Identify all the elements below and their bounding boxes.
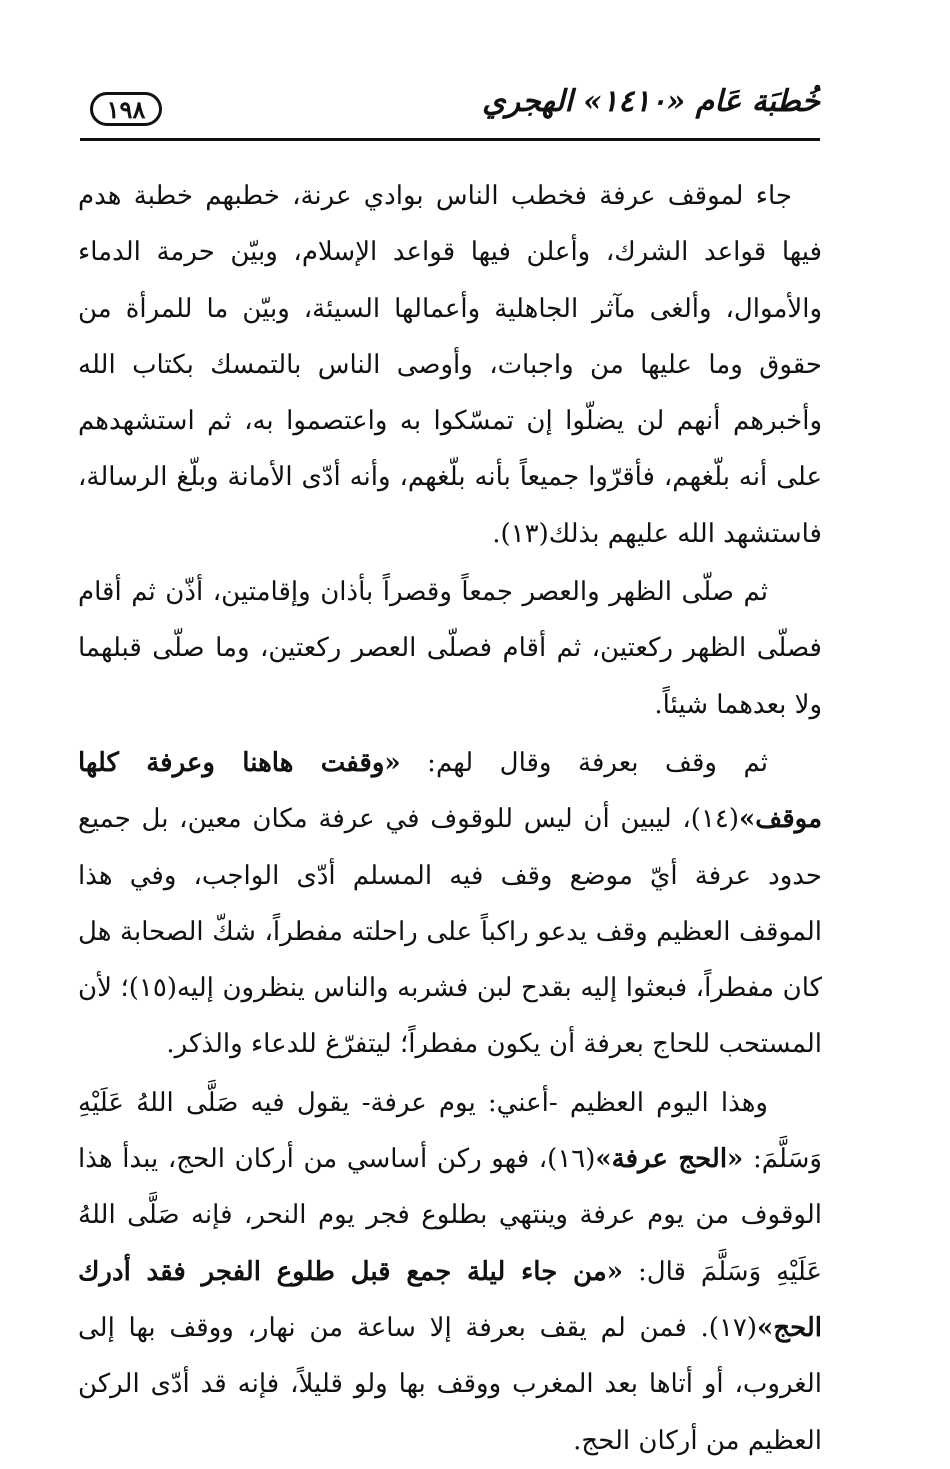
hadith-quote: «من جاء ليلة جمع قبل طلوع الفجر فقد أدرك الحج» bbox=[78, 1256, 822, 1343]
paragraph-2: ثم صلّى الظهر والعصر جمعاً وقصراً بأذان وإقامتين، أذّن ثم أقام فصلّى الظهر ركعتين، ثم أقام فصلّى العصر ركعتين، وما صلّى قبلهما ولا بعدهما شيئاً. bbox=[78, 577, 822, 720]
hadith-quote: «وقفت هاهنا وعرفة كلها موقف» bbox=[78, 747, 822, 835]
paragraph-4-lead: وهذا اليوم العظيم -أعني: يوم عرفة- يقول فيه صَلَّى اللهُ عَلَيْهِ وَسَلَّمَ: bbox=[78, 1087, 822, 1175]
paragraph-1: جاء لموقف عرفة فخطب الناس بوادي عرنة، خطبهم خطبة هدم فيها قواعد الشرك، وأعلن فيها قواعد الإسلام، وبيّن حرمة الدماء والأموال، وألغى مآثر الجاهلية وأعمالها السيئة، وبيّن ما للمرأة من حقوق وما عليها من واجبات، وأوصى الناس بالتمسك بكتاب الله وأخبرهم أنهم لن يضلّوا إن تمسّكوا به واعتصموا به، ثم استشهدهم على أنه بلّغهم، فأقرّوا جميعاً بأنه بلّغهم، وأنه أدّى الأمانة وبلّغ الرسالة، فاستشهد الله عليهم بذلك(١٣). bbox=[78, 181, 822, 549]
paragraph-4 bbox=[78, 1075, 822, 1469]
paragraph-3-lead: ثم وقف بعرفة وقال لهم: bbox=[400, 747, 768, 778]
hadith-quote: «الحج عرفة» bbox=[595, 1144, 744, 1175]
header-divider bbox=[80, 138, 820, 141]
body-text bbox=[78, 168, 822, 1469]
running-title: خُطبَة عَام «١٤١٠» الهجري bbox=[482, 84, 820, 119]
page-header bbox=[80, 78, 820, 138]
page-number: ١٩٨ bbox=[106, 94, 146, 124]
paragraph-3-rest: (١٤)، ليبين أن ليس للوقوف في عرفة مكان معين، بل جميع حدود عرفة أيّ موضع وقف فيه المسلم أدّى الواجب، وفي هذا الموقف العظيم وقف يدعو راكباً على راحلته مفطراً، شكّ الصحابة هل كان مفطراً، فبعثوا إليه بقدح لبن فشربه والناس ينظرون إليه(١٥)؛ لأن المستحب للحاج بعرفة أن يكون مفطراً؛ ليتفرّغ للدعاء والذكر. bbox=[78, 804, 822, 1060]
paragraph-4-rest: (١٧). فمن لم يقف بعرفة إلا ساعة من نهار، ووقف بها إلى الغروب، أو أتاها بعد المغرب ووقف بها ولو قليلاً، فإنه قد أدّى الركن العظيم من أركان الحج. bbox=[78, 1312, 822, 1456]
paragraph-3 bbox=[78, 735, 822, 1073]
paragraph-4-middle: (١٦)، فهو ركن أساسي من أركان الحج، يبدأ هذا الوقوف من يوم عرفة وينتهي بطلوع فجر يوم النحر، فإنه صَلَّى اللهُ عَلَيْهِ وَسَلَّمَ قال: bbox=[78, 1144, 823, 1287]
page-number-badge bbox=[90, 92, 162, 126]
